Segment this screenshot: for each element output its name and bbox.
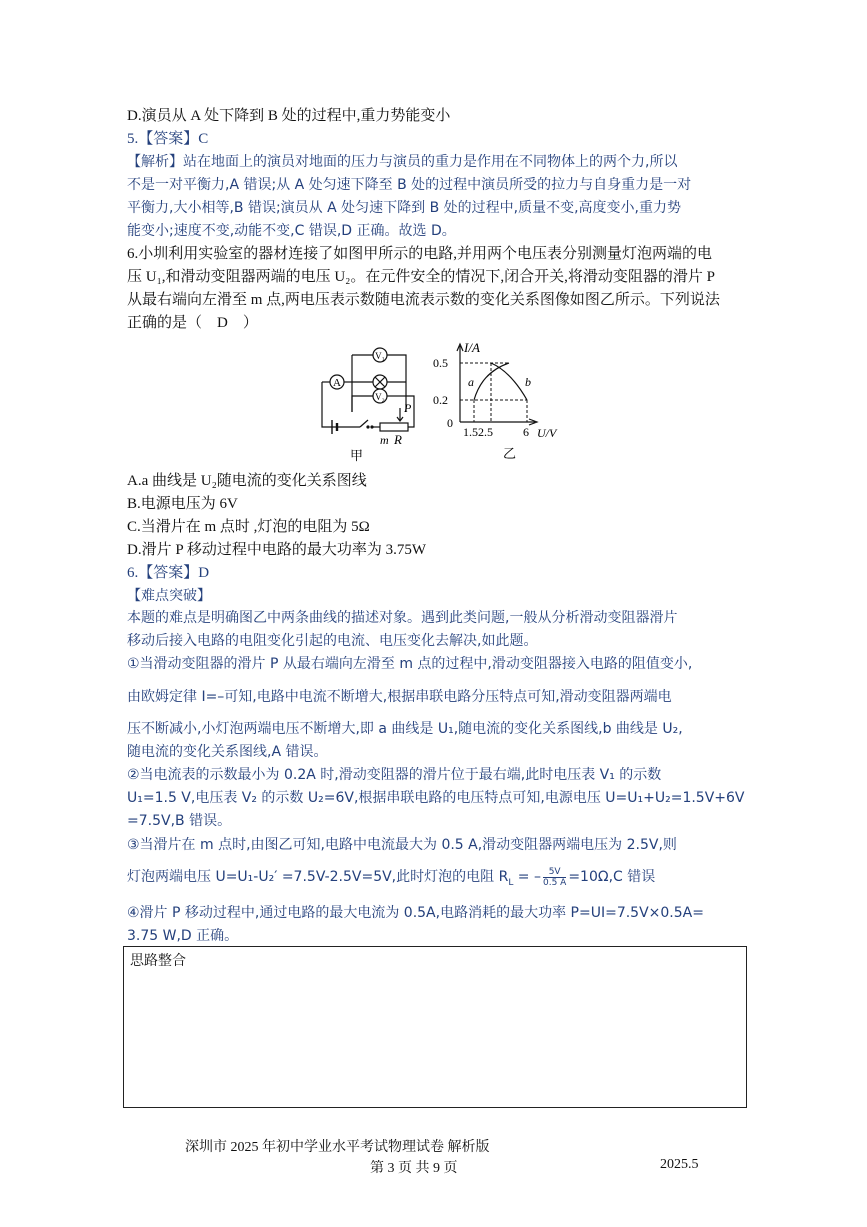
iu-graph	[427, 338, 572, 462]
step3-line2	[127, 866, 747, 894]
resistance-fraction	[543, 867, 566, 888]
step1-line2: 由欧姆定律 I=–可知,电路中电流不断增大,根据串联电路分压特点可知,滑动变阻器两端电	[127, 689, 672, 705]
footer-title: 深圳市 2025 年初中学业水平考试物理试卷 解析版	[185, 1140, 490, 1155]
step4-line1: ④滑片 P 移动过程中,通过电路的最大电流为 0.5A,电路消耗的最大功率 P=UI=7.5V×0.5A=	[127, 905, 704, 921]
step1-line3: 压不断减小,小灯泡两端电压不断增大,即 a 曲线是 U₁,随电流的变化关系图线,b 曲线是 U₂,	[127, 721, 683, 737]
step2-line1: ②当电流表的示数最小为 0.2A 时,滑动变阻器的滑片位于最右端,此时电压表 V₁ 的示数	[127, 767, 662, 783]
option-d: D.滑片 P 移动过程中电路的最大功率为 3.75W	[127, 542, 427, 558]
q4-option-d: D.演员从 A 处下降到 B 处的过程中,重力势能变小	[127, 108, 451, 124]
step3-line2-text: 灯泡两端电压 U=U₁-U₂′ =7.5V-2.5V=5V,此时灯泡的电阻 R	[127, 869, 509, 885]
option-a: A.a 曲线是 U₂随电流的变化关系图线	[127, 473, 367, 489]
summary-box-title: 思路整合	[130, 953, 186, 969]
explanation-5-line1: 【解析】站在地面上的演员对地面的压力与演员的重力是作用在不同物体上的两个力,所以	[127, 154, 678, 170]
step2-line2: U₁=1.5 V,电压表 V₂ 的示数 U₂=6V,根据串联电路的电压特点可知,电源电压 U=U₁+U₂=1.5V+6V	[127, 790, 745, 806]
question-6-line2: 压 U₁,和滑动变阻器两端的电压 U₂。在元件安全的情况下,闭合开关,将滑动变阻器的滑片 P	[127, 269, 715, 285]
x-tick-6: 6	[523, 425, 529, 439]
question-6-line4: 正确的是（ D ）	[127, 315, 258, 331]
ammeter-label: A	[333, 377, 341, 389]
rheostat-r-label: R	[394, 432, 402, 447]
x-tick-labels: 1.52.5	[463, 425, 493, 439]
fraction-denominator: 0.5 A	[542, 877, 567, 888]
fraction-numerator: 5V	[543, 867, 566, 878]
summary-box[interactable]	[123, 946, 747, 1108]
footer-page-number: 第 3 页 共 9 页	[370, 1161, 458, 1176]
option-c: C.当滑片在 m 点时 ,灯泡的电阻为 5Ω	[127, 519, 370, 535]
step3-line1: ③当滑片在 m 点时,由图乙可知,电路中电流最大为 0.5 A,滑动变阻器两端电压为 2.5V,则	[127, 837, 677, 853]
circuit-diagram	[310, 340, 430, 462]
footer-date: 2025.5	[660, 1157, 699, 1172]
y-tick-02: 0.2	[433, 393, 448, 407]
step1-line1: ①当滑动变阻器的滑片 P 从最右端向左滑至 m 点的过程中,滑动变阻器接入电路的阻值变小,	[127, 656, 693, 672]
question-6-line1: 6.小圳利用实验室的器材连接了如图甲所示的电路,并用两个电压表分别测量灯泡两端的电	[127, 246, 713, 262]
step2-line3: =7.5V,B 错误。	[127, 813, 232, 829]
difficulty-line1: 本题的难点是明确图乙中两条曲线的描述对象。遇到此类问题,一般从分析滑动变阻器滑片	[127, 610, 678, 626]
voltmeter-v1-label: V₁	[375, 351, 385, 361]
step1-line4: 随电流的变化关系图线,A 错误。	[127, 744, 328, 760]
step4-line2: 3.75 W,D 正确。	[127, 928, 239, 944]
question-6-line3: 从最右端向左滑至 m 点,两电压表示数随电流表示数的变化关系图像如图乙所示。下列说法	[127, 292, 720, 308]
explanation-5-line2: 不是一对平衡力,A 错误;从 A 处匀速下降至 B 处的过程中演员所受的拉力与自身重力是一对	[127, 177, 692, 193]
resistance-subscript: L	[508, 877, 514, 888]
y-axis-label: I/A	[464, 340, 480, 355]
difficulty-title: 【难点突破】	[127, 588, 211, 604]
answer-6: 6.【答案】D	[127, 565, 210, 581]
x-axis-label: U/V	[537, 426, 557, 440]
explanation-5-line4: 能变小;速度不变,动能不变,C 错误,D 正确。故选 D。	[127, 223, 456, 239]
point-m-label: m	[380, 433, 389, 447]
answer-5: 5.【答案】C	[127, 131, 209, 147]
step3-line2-result: =10Ω,C 错误	[568, 869, 656, 885]
curve-b-label: b	[525, 375, 531, 389]
explanation-5-line3: 平衡力,大小相等,B 错误;演员从 A 处匀速下降到 B 处的过程中,质量不变,高度变小,重力势	[127, 200, 682, 216]
curve-a-label: a	[468, 375, 474, 389]
slider-p-label: P	[404, 401, 412, 415]
origin-label: 0	[447, 416, 453, 430]
option-b: B.电源电压为 6V	[127, 496, 238, 512]
figure-yi-caption: 乙	[503, 446, 517, 461]
voltmeter-v2-label: V₂	[375, 392, 385, 402]
difficulty-line2: 移动后接入电路的电阻变化引起的电流、电压变化去解决,如此题。	[127, 633, 538, 649]
step3-line2-eq: = –	[513, 869, 541, 885]
figure-jia-caption: 甲	[350, 448, 364, 462]
y-tick-05: 0.5	[433, 356, 448, 370]
